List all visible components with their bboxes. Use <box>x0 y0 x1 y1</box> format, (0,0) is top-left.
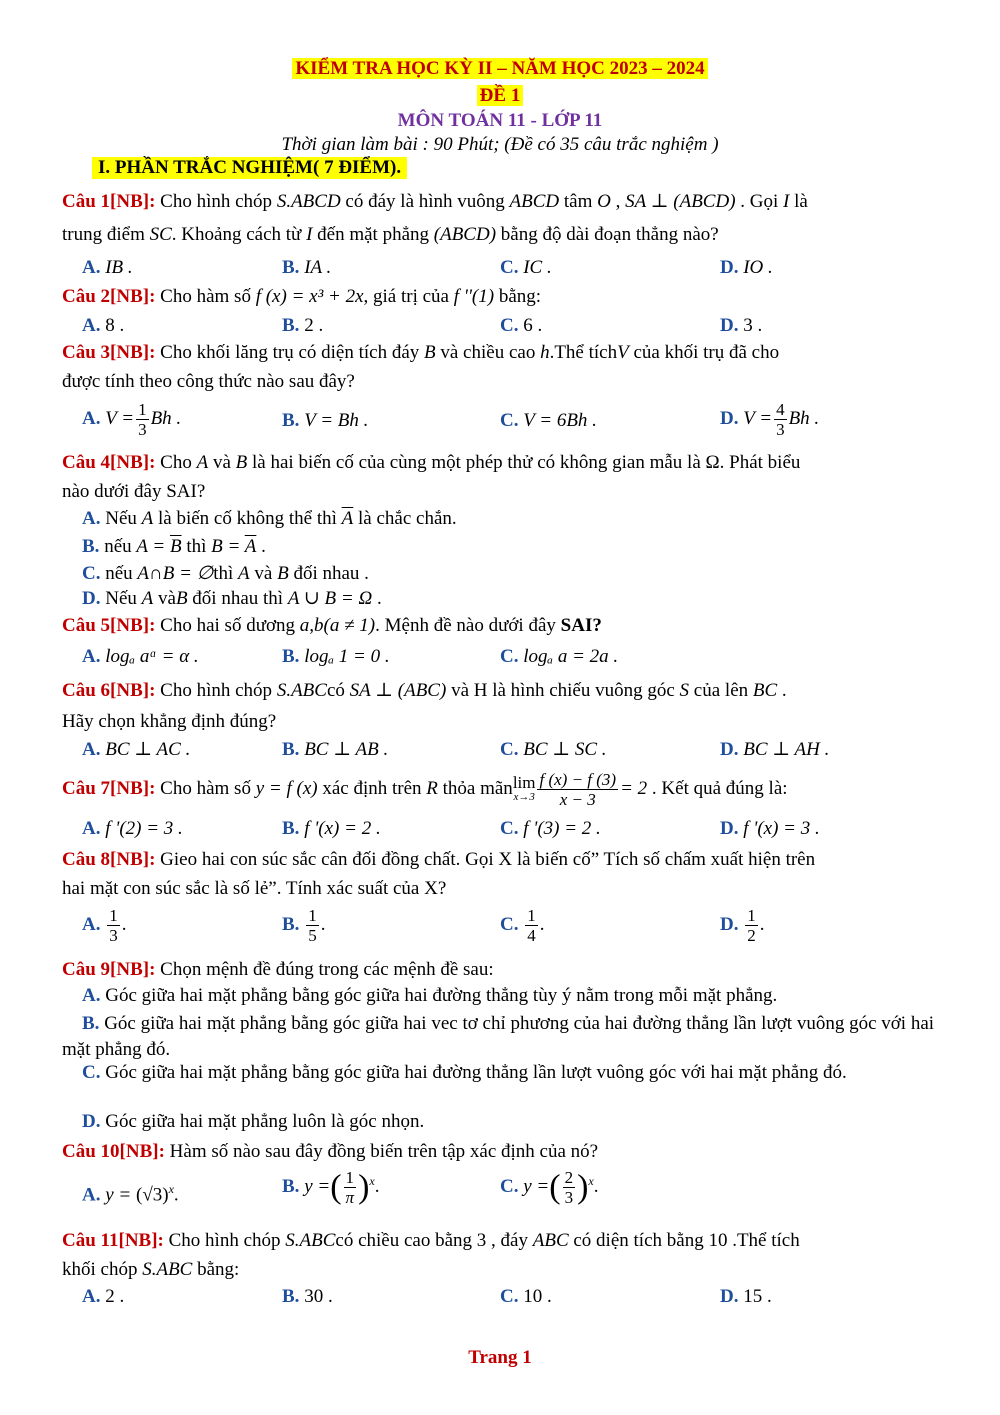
question-3: Câu 3[NB]: Cho khối lăng trụ có diện tích đáy B và chiều cao h.Thể tíchV của khối trụ đã cho <box>62 342 780 363</box>
fraction: $\frac{1}{2}$ <box>747 906 756 945</box>
question-11: Câu 11[NB]: Cho hình chóp S.ABCcó chiều cao bằng 3 , đáy ABC có diện tích bằng 10 .Thể tích <box>62 1230 800 1251</box>
q8-option-c[interactable]: C. $\frac{1}{4}$ . <box>500 906 545 945</box>
q3-option-b[interactable]: B. V = Bh . <box>282 410 369 431</box>
q3-option-c[interactable]: C. V = 6Bh . <box>500 410 597 431</box>
q9-option-c[interactable]: C. Góc giữa hai mặt phẳng bằng góc giữa hai đường thẳng lần lượt vuông góc với hai mặt phẳng đó. <box>82 1062 847 1083</box>
fraction: $\frac{4}{3}$ <box>776 400 785 439</box>
q9-option-d[interactable]: D. Góc giữa hai mặt phẳng luôn là góc nhọn. <box>82 1111 425 1132</box>
question-1: Câu 1[NB]: Cho hình chóp S.ABCD có đáy là hình vuông ABCD tâm O , SA ⊥ (ABCD) . Gọi I là <box>62 191 808 212</box>
question-10: Câu 10[NB]: Hàm số nào sau đây đồng biến trên tập xác định của nó? <box>62 1141 599 1162</box>
q3-option-a[interactable]: A. V = $\frac{1}{3}$ Bh . <box>82 400 182 439</box>
q2-option-c[interactable]: C. 6 . <box>500 315 543 336</box>
q1-option-a[interactable]: A. IB . <box>82 257 133 278</box>
question-6-line2: Hãy chọn khẳng định đúng? <box>62 711 277 732</box>
question-6: Câu 6[NB]: Cho hình chóp S.ABCcó SA ⊥ (ABC) và H là hình chiếu vuông góc S của lên BC . <box>62 680 787 701</box>
q10-option-c[interactable]: C. y =( $\frac{2}{3}$ )$^x$. <box>500 1168 599 1207</box>
q9-option-a[interactable]: A. Góc giữa hai mặt phẳng bằng góc giữa hai đường thẳng tùy ý nằm trong mỗi mặt phẳng. <box>82 985 778 1006</box>
q4-option-b[interactable]: B. nếu $A = \overline{B}$ thì $B = \overline{A}$ . <box>82 536 266 557</box>
fraction: $\frac{1}{3}$ <box>138 400 147 439</box>
fraction: $\frac{2}{3}$ <box>564 1168 574 1207</box>
q1-option-d[interactable]: D. IO . <box>720 257 773 278</box>
q2-option-d[interactable]: D. 3 . <box>720 315 763 336</box>
q2-option-a[interactable]: A. 8 . <box>82 315 125 336</box>
q1-option-b[interactable]: B. IA . <box>282 257 332 278</box>
exam-title: KIỂM TRA HỌC KỲ II – NĂM HỌC 2023 – 2024 <box>0 58 1000 80</box>
subject-title: MÔN TOÁN 11 - LỚP 11 <box>397 110 603 131</box>
q7-option-d[interactable]: D. f '(x) = 3 . <box>720 818 820 839</box>
question-3-line2: được tính theo công thức nào sau đây? <box>62 371 355 392</box>
limit-symbol: lim x→3 <box>512 772 536 803</box>
page-number: Trang 1 <box>468 1347 532 1368</box>
q11-option-c[interactable]: C. 10 . <box>500 1286 552 1307</box>
question-9: Câu 9[NB]: Chọn mệnh đề đúng trong các mệnh đề sau: <box>62 959 494 980</box>
q5-option-b[interactable]: B. logₐ 1 = 0 . <box>282 646 390 667</box>
q8-option-b[interactable]: B. $\frac{1}{5}$ . <box>282 906 326 945</box>
q11-option-a[interactable]: A. 2 . <box>82 1286 125 1307</box>
question-11-line2: khối chóp S.ABC bằng: <box>62 1259 240 1280</box>
question-1-line2: trung điểm SC. Khoảng cách từ I đến mặt phẳng (ABCD) bằng độ dài đoạn thẳng nào? <box>62 224 719 245</box>
question-7: Câu 7[NB]: Cho hàm số y = f (x) xác định trên R thỏa mãn lim x→3 $\frac{f (x) - f (3)}{x - 3}$ = 2 . Kết quả đúng là: <box>62 770 788 809</box>
fraction: $\frac{1}{3}$ <box>109 906 118 945</box>
fraction: $\frac{1}{4}$ <box>527 906 536 945</box>
q11-option-d[interactable]: D. 15 . <box>720 1286 772 1307</box>
q5-option-a[interactable]: A. logₐ aᵅ = α . <box>82 646 199 667</box>
fraction: $\frac{1}{5}$ <box>308 906 317 945</box>
q6-option-a[interactable]: A. BC ⊥ AC . <box>82 739 191 760</box>
q8-option-d[interactable]: D. $\frac{1}{2}$ . <box>720 906 765 945</box>
q1-option-c[interactable]: C. IC . <box>500 257 552 278</box>
q2-option-b[interactable]: B. 2 . <box>282 315 324 336</box>
q7-option-b[interactable]: B. f '(x) = 2 . <box>282 818 381 839</box>
q10-option-a[interactable]: A. $y = (√3)^x$. <box>82 1182 179 1206</box>
q10-option-b[interactable]: B. y =( $\frac{1}{\pi}$ )$^x$. <box>282 1168 380 1207</box>
fraction: $\frac{1}{\pi}$ <box>345 1168 355 1207</box>
q9-option-b[interactable]: B. Góc giữa hai mặt phẳng bằng góc giữa hai vec tơ chỉ phương của hai đường thẳng lần lượt vuông góc với hai mặt phẳng đó. <box>62 1013 935 1060</box>
question-4: Câu 4[NB]: Cho A và B là hai biến cố của cùng một phép thử có không gian mẫu là Ω. Phát biểu <box>62 452 801 473</box>
q8-option-a[interactable]: A. $\frac{1}{3}$ . <box>82 906 127 945</box>
q6-option-b[interactable]: B. BC ⊥ AB . <box>282 739 389 760</box>
q11-option-b[interactable]: B. 30 . <box>282 1286 333 1307</box>
exam-code: ĐỀ 1 <box>0 85 1000 107</box>
question-2: Câu 2[NB]: Cho hàm số f (x) = x³ + 2x, giá trị của f ''(1) bằng: <box>62 286 542 307</box>
section-title: I. PHẦN TRẮC NGHIỆM( 7 ĐIỂM). <box>92 157 407 179</box>
question-8-line2: hai mặt con súc sắc là số lẻ”. Tính xác suất của X? <box>62 878 447 899</box>
q4-option-c[interactable]: C. nếu A∩B = ∅thì A và B đối nhau . <box>82 563 369 584</box>
question-5: Câu 5[NB]: Cho hai số dương a,b(a ≠ 1). Mệnh đề nào dưới đây SAI? <box>62 615 602 636</box>
fraction: $\frac{f (x) - f (3)}{x - 3}$ <box>539 770 617 809</box>
time-note: Thời gian làm bài : 90 Phút; (Đề có 35 câu trắc nghiệm ) <box>281 134 719 155</box>
q7-option-c[interactable]: C. f '(3) = 2 . <box>500 818 601 839</box>
q5-option-c[interactable]: C. logₐ a = 2a . <box>500 646 619 667</box>
question-8: Câu 8[NB]: Gieo hai con súc sắc cân đối đồng chất. Gọi X là biến cố” Tích số chấm xuất hiện trên <box>62 849 816 870</box>
q3-option-d[interactable]: D. V = $\frac{4}{3}$ Bh . <box>720 400 820 439</box>
q4-option-d[interactable]: D. Nếu A vàB đối nhau thì A ∪ B = Ω . <box>82 588 382 609</box>
q4-option-a[interactable]: A. Nếu A là biến cố không thể thì $\overline{A}$ là chắc chắn. <box>82 508 457 529</box>
q6-option-c[interactable]: C. BC ⊥ SC . <box>500 739 607 760</box>
question-4-line2: nào dưới đây SAI? <box>62 481 206 502</box>
q7-option-a[interactable]: A. f '(2) = 3 . <box>82 818 183 839</box>
q6-option-d[interactable]: D. BC ⊥ AH . <box>720 739 830 760</box>
